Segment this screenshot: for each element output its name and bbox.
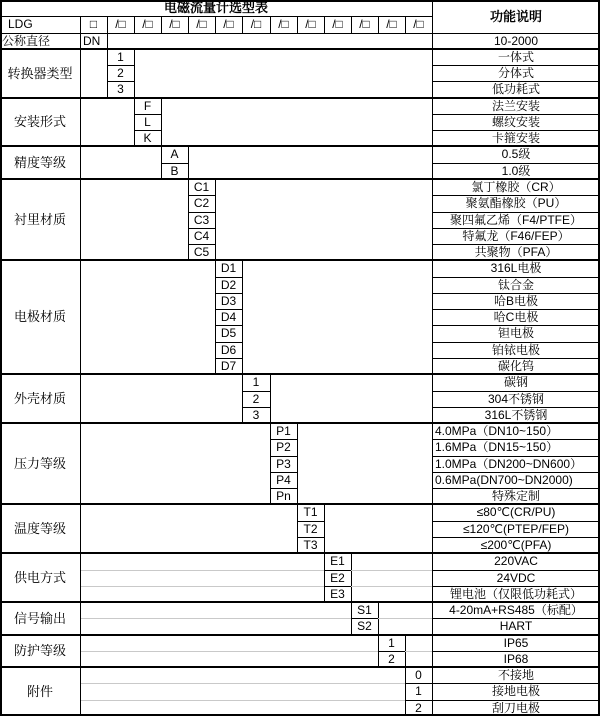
code-cell: T3: [303, 538, 318, 552]
code-cell: A: [170, 147, 179, 161]
category-label: 精度等级: [13, 155, 66, 170]
grid-line: [215, 179, 216, 260]
code-box-cell: /□: [332, 17, 343, 31]
code-box-cell: /□: [196, 17, 207, 31]
code-cell: C5: [193, 245, 210, 259]
function-cell: 1.0级: [501, 164, 531, 178]
function-cell: HART: [499, 619, 533, 633]
code-cell: E1: [330, 554, 345, 568]
code-cell: 1: [388, 636, 395, 650]
code-cell: Pn: [276, 489, 291, 503]
code-cell: T2: [303, 522, 318, 536]
function-cell: 4.0MPa（DN10~150）: [435, 424, 559, 438]
code-cell: P1: [276, 424, 291, 438]
diameter-code: DN: [83, 34, 101, 48]
function-cell: 分体式: [497, 66, 534, 80]
grid-line: [80, 618, 351, 619]
function-cell: 304不锈钢: [487, 392, 545, 406]
function-cell: 共聚物（PFA）: [474, 245, 558, 259]
function-cell: 螺纹安装: [491, 115, 540, 129]
grid-line: [80, 700, 405, 701]
function-cell: ≤120℃(PTEP/FEP): [462, 522, 570, 536]
table-title: 电磁流量计选型表: [163, 0, 268, 15]
category-label: 附件: [26, 684, 53, 699]
code-box-cell: /□: [115, 17, 126, 31]
code-box-cell: /□: [386, 17, 397, 31]
function-column-header: 功能说明: [489, 9, 542, 24]
code-cell: C2: [193, 196, 210, 210]
grid-line: [80, 586, 324, 587]
code-box-cell: /□: [223, 17, 234, 31]
grid-line: [80, 570, 324, 571]
code-cell: S1: [357, 603, 372, 617]
code-cell: 2: [252, 392, 260, 406]
grid-line: [242, 260, 243, 374]
code-box-cell: /□: [305, 17, 316, 31]
function-cell: 0.6MPa(DN700~DN2000): [435, 473, 573, 487]
code-cell: C4: [193, 229, 210, 243]
grid-line: [378, 618, 432, 619]
grid-line: [80, 651, 378, 652]
grid-line: [351, 570, 432, 571]
category-label: 衬里材质: [13, 212, 66, 227]
category-label: 供电方式: [13, 570, 66, 585]
function-cell: 法兰安装: [491, 99, 540, 113]
function-cell: 碳化钨: [497, 359, 534, 373]
grid-line: [351, 553, 352, 602]
code-cell: 3: [117, 82, 124, 96]
function-cell: 1.0MPa（DN200~DN600）: [435, 457, 583, 471]
function-cell: 铂铱电极: [491, 343, 540, 357]
code-box-cell: /□: [169, 17, 180, 31]
code-cell: D6: [220, 343, 237, 357]
code-cell: D1: [220, 261, 237, 275]
diameter-function: 10-2000: [493, 34, 539, 48]
code-cell: 3: [252, 408, 260, 422]
function-cell: 低功耗式: [491, 82, 540, 96]
function-cell: 220VAC: [494, 554, 538, 568]
grid-line: [351, 586, 432, 587]
code-cell: S2: [357, 619, 372, 633]
code-box-cell: /□: [142, 17, 153, 31]
function-cell: 一体式: [497, 50, 534, 64]
category-label: 外壳材质: [13, 391, 66, 406]
grid-line: [378, 602, 379, 635]
function-cell: 316L不锈钢: [484, 408, 548, 422]
code-cell: E2: [330, 571, 345, 585]
code-cell: D4: [220, 310, 237, 324]
grid-line: [270, 374, 271, 423]
function-cell: ≤200℃(PFA): [480, 538, 552, 552]
code-cell: C3: [193, 213, 210, 227]
code-cell: 1: [252, 375, 260, 389]
category-label: 信号输出: [13, 611, 66, 626]
code-cell: C1: [193, 180, 210, 194]
model-prefix-label: LDG: [8, 17, 33, 31]
function-cell: 不接地: [497, 668, 534, 682]
code-cell: D5: [220, 326, 237, 340]
grid-line: [161, 98, 162, 146]
function-cell: 哈B电极: [493, 294, 538, 308]
code-cell: D7: [220, 359, 237, 373]
code-cell: 0: [415, 668, 422, 682]
function-cell: 4-20mA+RS485（标配）: [449, 603, 583, 617]
grid-line: [134, 49, 135, 98]
function-cell: 316L电极: [490, 261, 542, 275]
code-box-cell: /□: [250, 17, 262, 31]
code-cell: B: [170, 164, 179, 178]
function-cell: 锂电池（仅限低功耗式）: [449, 587, 582, 601]
category-label: 压力等级: [13, 456, 66, 471]
function-cell: 碳钢: [503, 375, 528, 389]
function-cell: 氯丁橡胶（CR）: [471, 180, 561, 194]
grid-line: [405, 651, 432, 652]
grid-line: [107, 33, 108, 49]
grid-line: [324, 504, 325, 553]
function-cell: 特殊定制: [491, 489, 540, 503]
function-cell: 聚四氟乙烯（F4/PTFE）: [449, 213, 582, 227]
code-cell: E3: [330, 587, 345, 601]
function-cell: 哈C电极: [493, 310, 539, 324]
code-cell: 2: [388, 652, 395, 666]
code-cell: K: [143, 131, 152, 145]
grid-line: [80, 683, 405, 684]
function-cell: 接地电极: [491, 684, 540, 698]
code-cell: F: [143, 99, 152, 113]
code-cell: D3: [220, 294, 237, 308]
grid-line: [297, 423, 298, 504]
diameter-label: 公称直径: [2, 34, 51, 48]
code-cell: D2: [220, 278, 237, 292]
category-label: 电极材质: [13, 309, 66, 324]
function-cell: 1.6MPa（DN15~150）: [435, 440, 559, 454]
grid-line: [405, 635, 406, 667]
category-label: 转换器类型: [7, 66, 73, 81]
category-label: 安装形式: [13, 114, 66, 129]
code-cell: 2: [415, 701, 422, 715]
code-box-cell: /□: [278, 17, 289, 31]
grid-line: [80, 16, 81, 716]
function-cell: IP68: [503, 652, 529, 666]
code-cell: P4: [276, 473, 291, 487]
code-cell: 2: [117, 66, 124, 80]
code-cell: 1: [415, 684, 422, 698]
code-cell: P2: [276, 440, 291, 454]
function-cell: 钛合金: [497, 278, 534, 292]
code-cell: T1: [303, 505, 318, 519]
code-cell: 1: [117, 50, 124, 64]
category-label: 温度等级: [13, 521, 66, 536]
category-label: 防护等级: [13, 643, 66, 658]
code-box-cell: /□: [413, 17, 424, 31]
function-cell: 特氟龙（F46/FEP）: [462, 229, 570, 243]
function-cell: 钽电极: [497, 326, 534, 340]
function-cell: 聚氨酯橡胶（PU）: [465, 196, 567, 210]
code-box-cell: /□: [359, 17, 370, 31]
code-cell: L: [144, 115, 151, 129]
code-cell: P3: [276, 457, 291, 471]
function-cell: 刮刀电极: [491, 701, 540, 715]
function-cell: 卡箍安装: [491, 131, 540, 145]
function-cell: ≤80℃(CR/PU): [476, 505, 556, 519]
function-cell: 0.5级: [501, 147, 531, 161]
function-cell: IP65: [503, 636, 529, 650]
function-cell: 24VDC: [496, 571, 536, 585]
grid-line: [188, 146, 189, 179]
code-box-first: □: [89, 17, 98, 31]
